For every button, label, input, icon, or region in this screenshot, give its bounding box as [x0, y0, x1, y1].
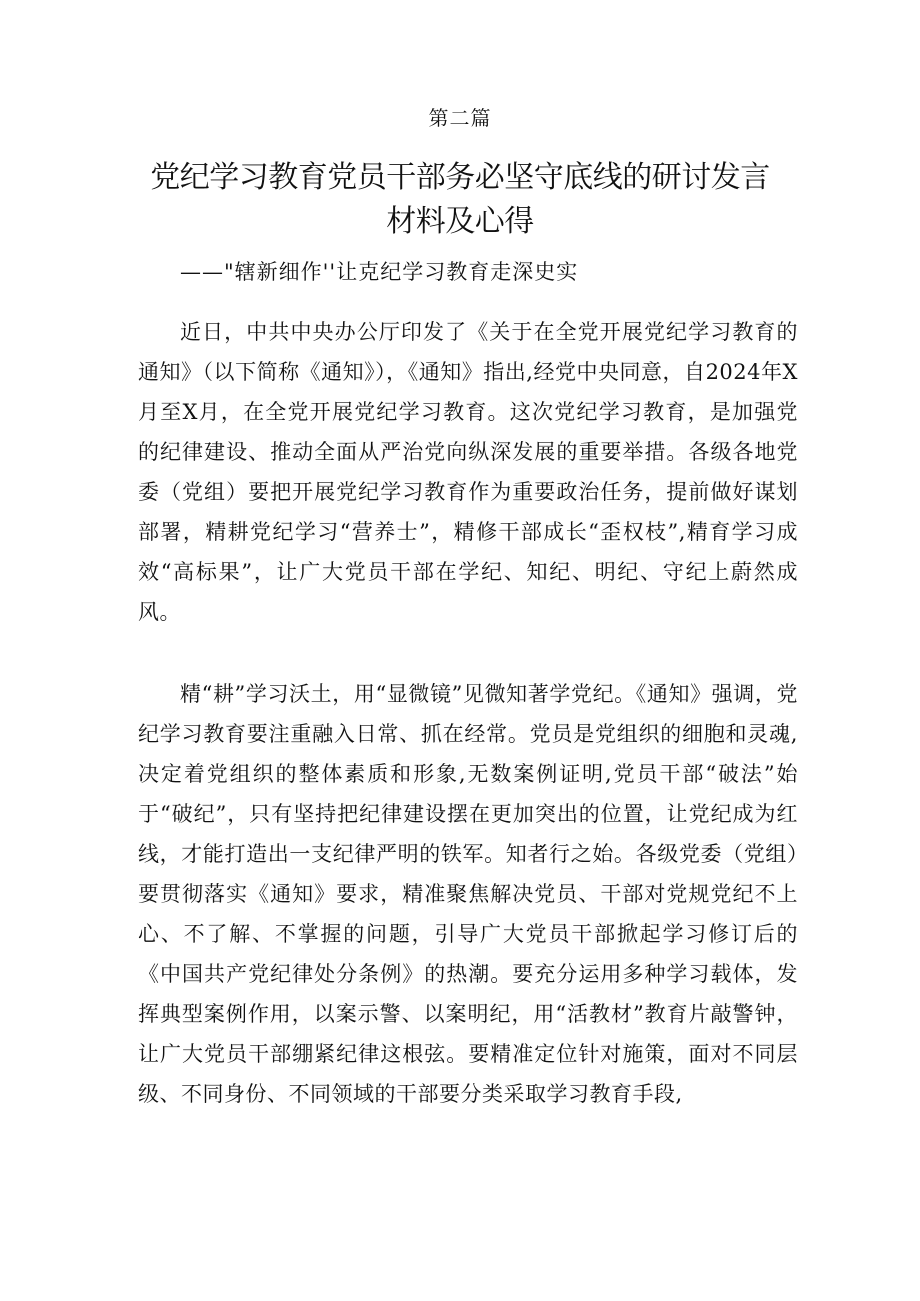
document-title: 党纪学习教育党员干部务必坚守底线的研讨发言材料及心得 [150, 160, 770, 239]
section-label: 第二篇 [428, 106, 492, 130]
paragraph-1: 近日，中共中央办公厅印发了《关于在全党开展党纪学习教育的通知》（以下简称《通知》），《通知》指出,经党中央同意，自2024年X月至X月，在全党开展党纪学习教育。这次党纪学习教育，是加强党的纪律建设、推动全面从严治党向纵深发展的重要举措。各级各地党委（党组）要把开展党纪学习教育作为重要政治任务，提前做好谋划部署，精耕党纪学习“营养士”，精修干部成长“歪权枝”,精育学习成效“高标果”，让广大党员干部在学纪、知纪、明纪、守纪上蔚然成风。 [138, 320, 798, 624]
paragraph-2: 精“耕”学习沃土，用“显微镜”见微知著学党纪。《通知》强调，党纪学习教育要注重融入日常、抓在经常。党员是党组织的细胞和灵魂,决定着党组织的整体素质和形象,无数案例证明,党员干部“破法”始于“破纪”，只有坚持把纪律建设摆在更加突出的位置，让党纪成为红线，才能打造出一支纪律严明的铁军。知者行之始。各级党委（党组）要贯彻落实《通知》要求，精准聚焦解决党员、干部对党规党纪不上心、不了解、不掌握的问题，引导广大党员干部掀起学习修订后的《中国共产党纪律处分条例》的热潮。要充分运用多种学习载体，发挥典型案例作用，以案示警、以案明纪，用“活教材”教育片敲警钟，让广大党员干部绷紧纪律这根弦。要精准定位针对施策，面对不同层级、不同身份、不同领域的干部要分类采取学习教育手段, [138, 682, 798, 1106]
document-subtitle: ——"辖新细作''让克纪学习教育走深史实 [180, 260, 579, 284]
